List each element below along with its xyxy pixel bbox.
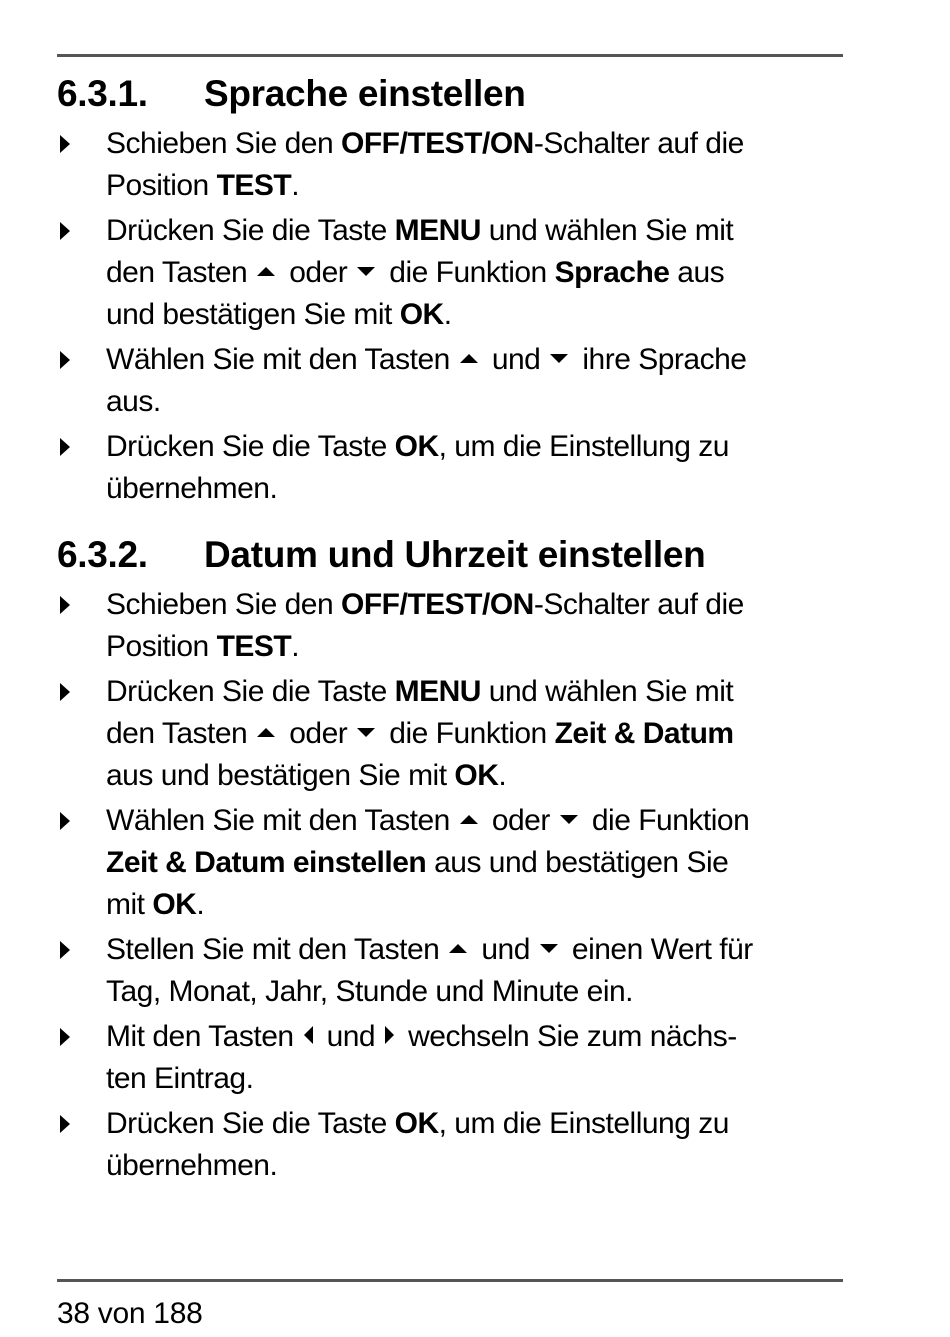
step-text: und wählen Sie mit (480, 214, 734, 247)
step-text: mit (106, 888, 153, 921)
bottom-rule (57, 1279, 843, 1282)
step-text: einen Wert für (571, 933, 753, 966)
step-text: . (291, 630, 300, 663)
section-number: 6.3.1. (57, 73, 148, 114)
bold-term: TEST (216, 169, 292, 202)
arrow-up-key-icon (257, 728, 275, 737)
step-text: -Schalter auf die (533, 588, 744, 621)
top-rule (57, 54, 843, 57)
arrow-down-key-icon (560, 815, 578, 824)
step-text: ihre Sprache (582, 343, 747, 376)
arrow-down-key-icon (357, 267, 375, 276)
step-text: aus und bestätigen Sie mit (106, 759, 455, 792)
step-text: und wählen Sie mit (480, 675, 734, 708)
step-text: -Schalter auf die (533, 127, 744, 160)
section-heading-date-time (57, 534, 705, 576)
section-number: 6.3.2. (57, 534, 148, 575)
bold-term: MENU (394, 214, 481, 247)
bullet-arrow-icon (60, 351, 70, 369)
step-text: den Tasten (106, 717, 248, 750)
step-text: . (443, 298, 452, 331)
step-text: Stellen Sie mit den Tasten (106, 933, 440, 966)
step-text: oder (491, 804, 550, 837)
step-text: übernehmen. (106, 1149, 278, 1182)
step-text: aus. (106, 385, 161, 418)
section-heading-language (57, 73, 526, 115)
step-text: Schieben Sie den (106, 127, 342, 160)
bullet-arrow-icon (60, 1115, 70, 1133)
step-text: Schieben Sie den (106, 588, 342, 621)
list-item (57, 584, 843, 668)
bullet-arrow-icon (60, 438, 70, 456)
step-text: oder (289, 717, 348, 750)
arrow-up-key-icon (460, 815, 478, 824)
bold-term: OK (394, 430, 439, 463)
bold-term: OK (454, 759, 499, 792)
step-text: Wählen Sie mit den Tasten (106, 804, 450, 837)
arrow-down-key-icon (540, 944, 558, 953)
list-item (57, 426, 843, 510)
bold-term: MENU (394, 675, 481, 708)
step-text: . (291, 169, 300, 202)
bold-term: TEST (216, 630, 292, 663)
bullet-arrow-icon (60, 135, 70, 153)
bullet-arrow-icon (60, 941, 70, 959)
step-text: oder (289, 256, 348, 289)
list-item (57, 929, 843, 1013)
list-item (57, 339, 843, 423)
list-item (57, 671, 843, 797)
list-item (57, 123, 843, 207)
step-text: . (196, 888, 205, 921)
arrow-up-key-icon (257, 267, 275, 276)
step-text: . (498, 759, 507, 792)
step-text: aus und bestätigen Sie (426, 846, 729, 879)
step-text: Position (106, 169, 217, 202)
step-text: Drücken Sie die Taste (106, 1107, 395, 1140)
arrow-down-key-icon (357, 728, 375, 737)
bold-term: OK (152, 888, 197, 921)
step-text: Drücken Sie die Taste (106, 430, 395, 463)
step-text: Tag, Monat, Jahr, Stunde und Minute ein. (106, 975, 634, 1008)
step-list-language (57, 123, 843, 513)
step-text: Position (106, 630, 217, 663)
bullet-arrow-icon (60, 1028, 70, 1046)
bold-term: OFF/TEST/ON (341, 127, 534, 160)
step-text: aus (669, 256, 725, 289)
step-text: die Funktion (389, 717, 555, 750)
step-text: Drücken Sie die Taste (106, 214, 395, 247)
bullet-arrow-icon (60, 683, 70, 701)
step-text: Mit den Tasten (106, 1020, 294, 1053)
arrow-left-key-icon (304, 1026, 313, 1044)
list-item (57, 210, 843, 336)
step-text: , um die Einstellung zu (438, 430, 729, 463)
bold-term: Sprache (554, 256, 670, 289)
step-list-date-time (57, 584, 843, 1190)
step-text: den Tasten (106, 256, 248, 289)
page-number: 38 von 188 (57, 1297, 203, 1330)
step-text: die Funktion (591, 804, 750, 837)
step-text: , um die Einstellung zu (438, 1107, 729, 1140)
bold-term: OK (399, 298, 444, 331)
step-text: die Funktion (389, 256, 555, 289)
list-item (57, 800, 843, 926)
bullet-arrow-icon (60, 222, 70, 240)
bold-term: OFF/TEST/ON (341, 588, 534, 621)
step-text: ten Eintrag. (106, 1062, 254, 1095)
arrow-down-key-icon (550, 354, 568, 363)
bullet-arrow-icon (60, 596, 70, 614)
list-item (57, 1016, 843, 1100)
step-text: Drücken Sie die Taste (106, 675, 395, 708)
step-text: übernehmen. (106, 472, 278, 505)
arrow-right-key-icon (385, 1026, 394, 1044)
bold-term: OK (394, 1107, 439, 1140)
list-item (57, 1103, 843, 1187)
arrow-up-key-icon (460, 354, 478, 363)
step-text: und (481, 933, 530, 966)
bold-term: Zeit & Datum (554, 717, 734, 750)
section-title: Datum und Uhrzeit einstellen (204, 534, 706, 575)
section-title: Sprache einstellen (204, 73, 526, 114)
bold-term: Zeit & Datum einstellen (106, 846, 427, 879)
step-text: und bestätigen Sie mit (106, 298, 400, 331)
arrow-up-key-icon (449, 944, 467, 953)
step-text: Wählen Sie mit den Tasten (106, 343, 450, 376)
step-text: wechseln Sie zum nächs- (408, 1020, 737, 1053)
step-text: und (491, 343, 541, 376)
step-text: und (326, 1020, 376, 1053)
bullet-arrow-icon (60, 812, 70, 830)
